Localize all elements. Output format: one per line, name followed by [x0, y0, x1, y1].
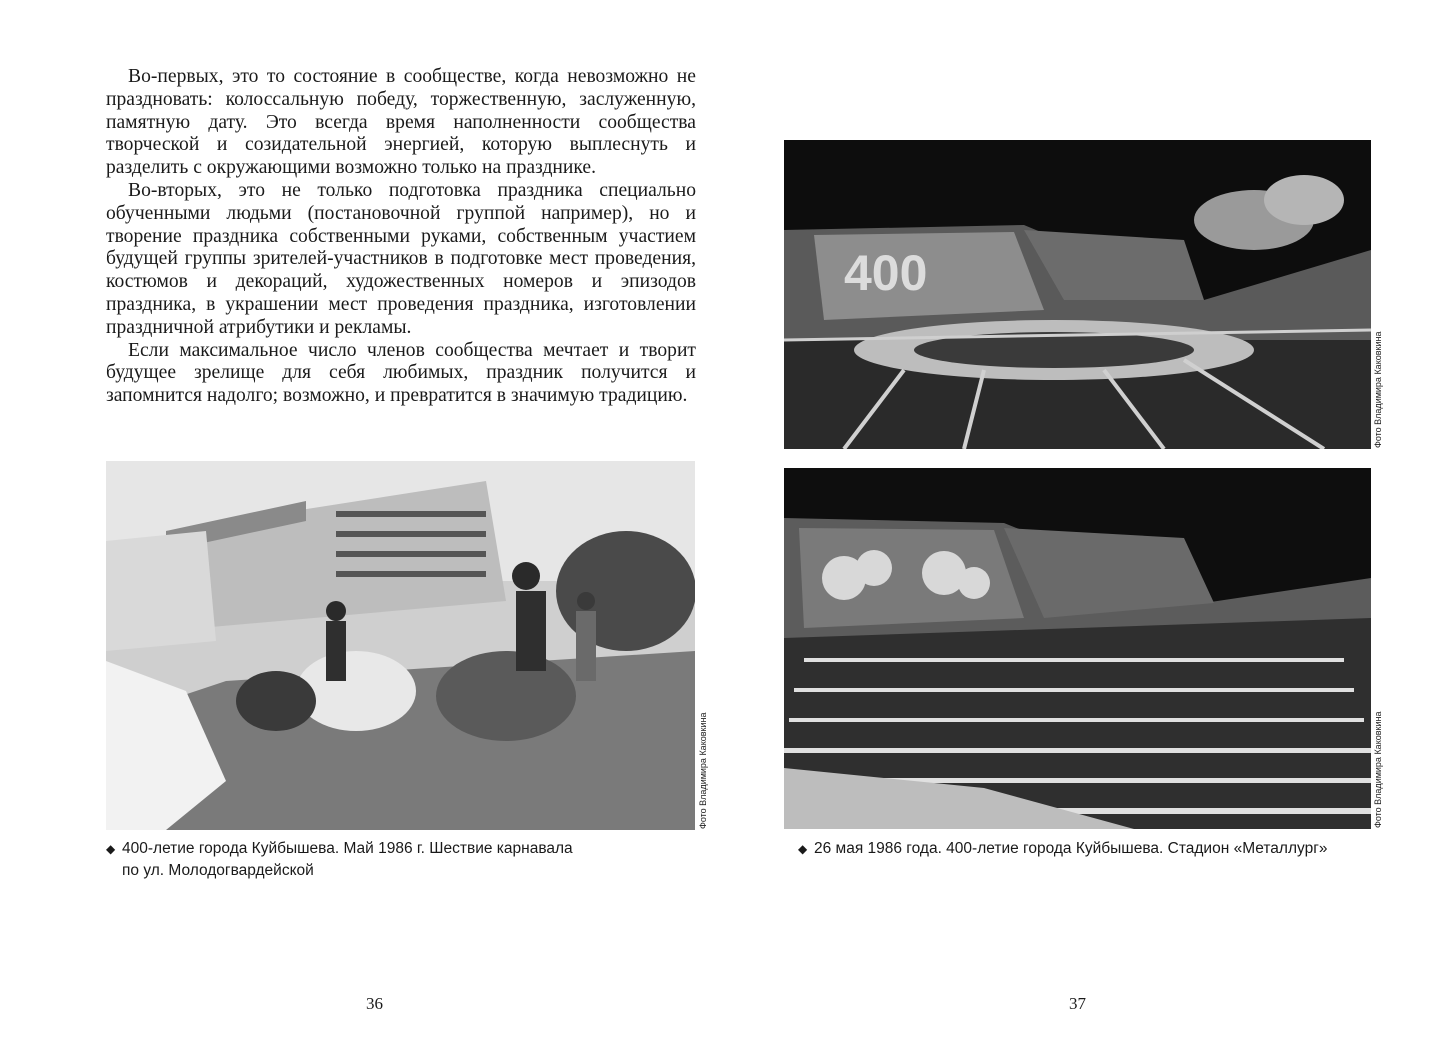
- carnival-photo-image: [106, 461, 695, 830]
- paragraph-2: Во-вторых, это не только подготовка праздника специально обученными людьми (постановочной группой например), но и творение праздника собственными руками, собственным участием будущей группы зрителей-участников в подготовке мест проведения, костюмов и декораций, художественных номеров и эпизодов праздника, в украшении мест проведения праздника, изготовлении праздничной атрибутики и рекламы.: [106, 179, 696, 338]
- stadium-photo-bottom-image: [784, 468, 1371, 829]
- photo-caption-right: [798, 838, 1374, 860]
- photo-credit-top: Фото Владимира Каковкина: [1373, 331, 1383, 448]
- body-text: [106, 66, 696, 408]
- page-number-right: 37: [1069, 994, 1086, 1013]
- caption-bullet: ◆: [106, 842, 116, 856]
- photo-credit-bottom: Фото Владимира Каковкина: [1373, 711, 1383, 828]
- carnival-photo: [106, 461, 695, 830]
- caption-line-2: по ул. Молодогвардейской: [122, 862, 314, 879]
- photo-caption: [106, 838, 602, 882]
- right-page: [722, 0, 1445, 1059]
- caption-right-text: 26 мая 1986 года. 400-летие города Куйбышева. Стадион «Металлург»: [814, 840, 1328, 857]
- paragraph-3: Если максимальное число членов сообщества мечтает и творит будущее зрелище для себя любимых, праздник получится и запомнится надолго; возможно, и превратится в значимую традицию.: [106, 339, 696, 407]
- stadium-photo-bottom: [784, 468, 1371, 829]
- page-number-left: 36: [366, 994, 383, 1013]
- paragraph-1: Во-первых, это то состояние в сообществе, когда невозможно не праздновать: колоссальную победу, торжественную, заслуженную, памятную дату. Это всегда время наполненности сообщества творческой и созидательной энергией, которую выплеснуть и разделить с окружающими возможно только на празднике.: [106, 66, 696, 179]
- caption-line-1: 400-летие города Куйбышева. Май 1986 г. Шествие карнавала: [122, 840, 573, 857]
- stadium-photo-top-image: [784, 140, 1371, 449]
- photo-credit: Фото Владимира Каковкина: [698, 712, 708, 829]
- svg-text:400: 400: [844, 245, 928, 301]
- left-page: [0, 0, 722, 1059]
- stadium-photo-top: [784, 140, 1371, 449]
- caption-bullet-right: ◆: [798, 842, 808, 856]
